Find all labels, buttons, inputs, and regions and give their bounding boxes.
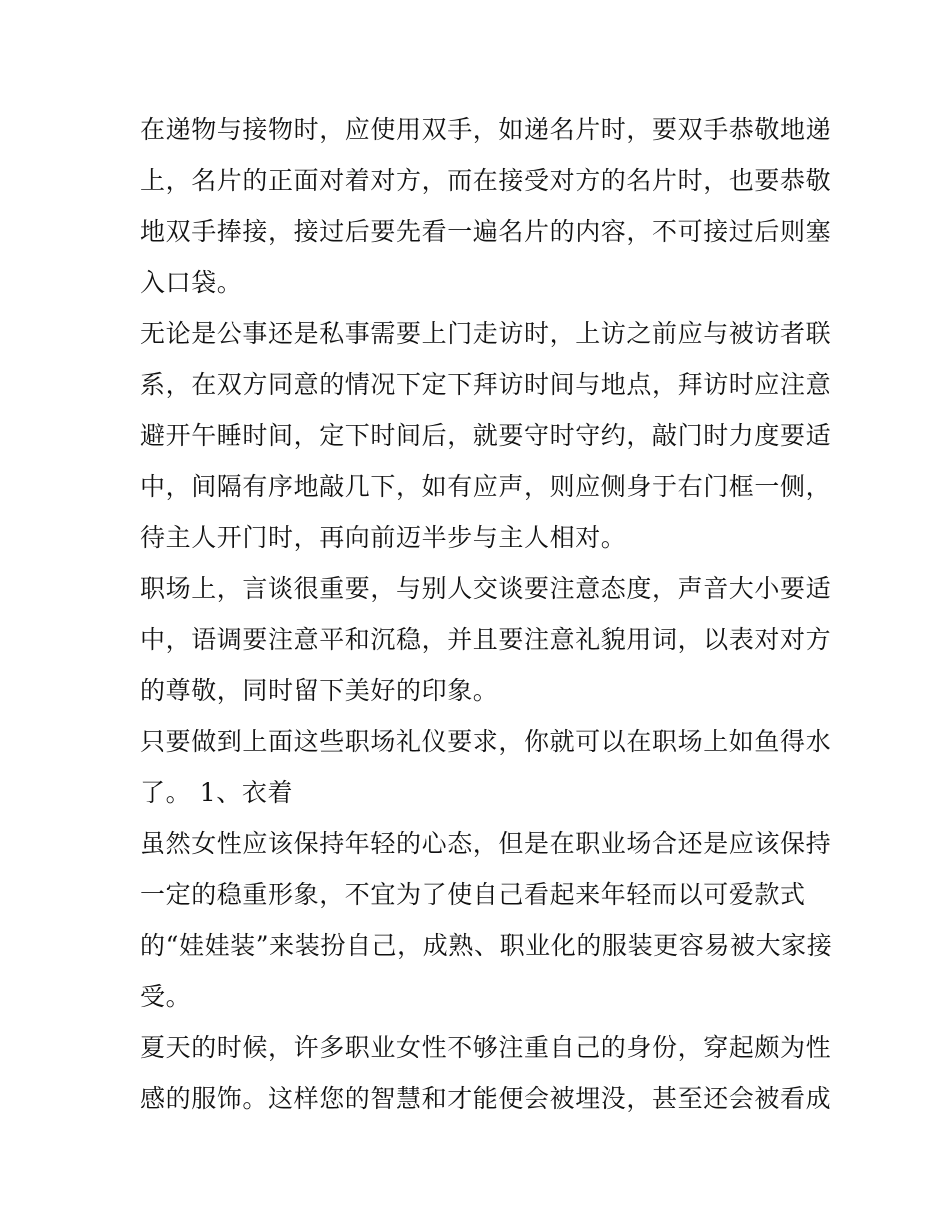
text-line: 了。 1、衣着 [140,778,294,807]
text-line: 夏天的时候，许多职业女性不够注重自己的身份，穿起颇为性 [140,1033,832,1062]
text-line: 中，语调要注意平和沉稳，并且要注意礼貌用词，以表对对方 [140,625,832,654]
text-line: 避开午睡时间，定下时间后，就要守时守约，敲门时力度要适 [140,421,832,450]
text-line: 中，间隔有序地敲几下，如有应声，则应侧身于右门框一侧， [140,472,832,501]
text-line: 地双手捧接，接过后要先看一遍名片的内容，不可接过后则塞 [140,217,832,246]
text-line: 受。 [140,982,192,1011]
text-line: 一定的稳重形象，不宜为了使自己看起来年轻而以可爱款式 [140,880,806,909]
document-body [140,104,833,1124]
text-line: 上，名片的正面对着对方，而在接受对方的名片时，也要恭敬 [140,166,832,195]
text-line: 系，在双方同意的情况下定下拜访时间与地点，拜访时应注意 [140,370,832,399]
text-line: 在递物与接物时，应使用双手，如递名片时，要双手恭敬地递 [140,115,832,144]
text-line: 只要做到上面这些职场礼仪要求，你就可以在职场上如鱼得水 [140,727,832,756]
text-line: 的尊敬，同时留下美好的印象。 [140,676,499,705]
text-line: 感的服饰。这样您的智慧和才能便会被埋没，甚至还会被看成 [140,1084,832,1113]
text-line: 的“娃娃装”来装扮自己，成熟、职业化的服装更容易被大家接 [140,931,833,960]
text-line: 入口袋。 [140,268,243,297]
text-line: 职场上，言谈很重要，与别人交谈要注意态度，声音大小要适 [140,574,832,603]
text-line: 虽然女性应该保持年轻的心态，但是在职业场合还是应该保持 [140,829,832,858]
text-line: 待主人开门时，再向前迈半步与主人相对。 [140,523,627,552]
text-line: 无论是公事还是私事需要上门走访时，上访之前应与被访者联 [140,319,832,348]
